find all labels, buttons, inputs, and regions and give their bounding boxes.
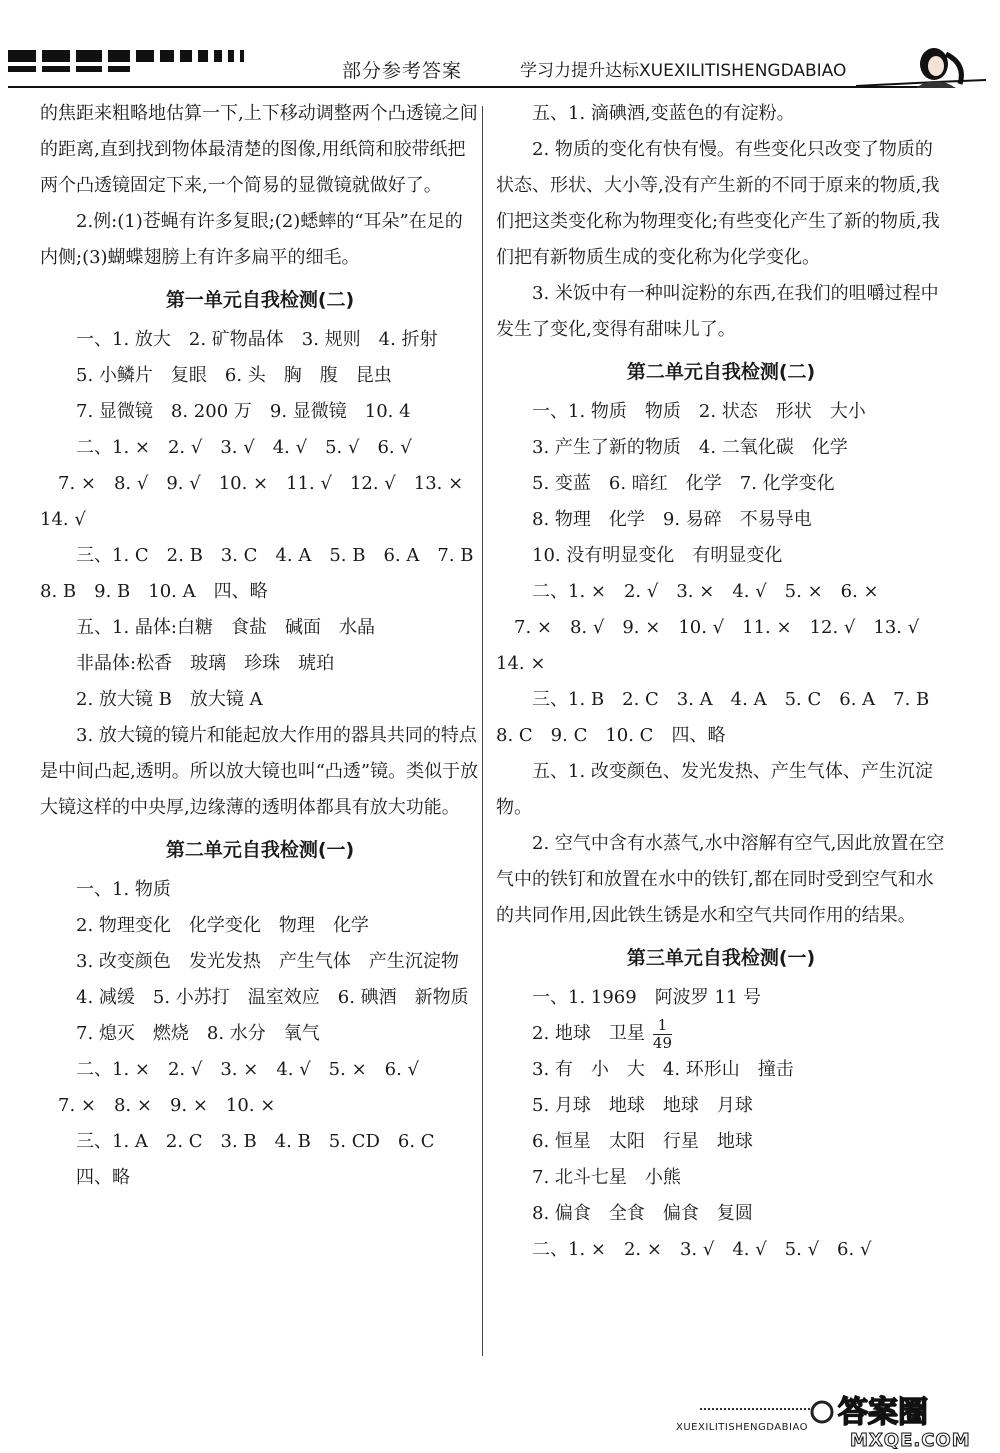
fraction-numerator: 1 [653,1017,672,1035]
answer-line: 6. 恒星 太阳 行星 地球 [532,1131,753,1152]
column-divider [482,106,483,1356]
answer-line: 一、1. 放大 2. 矿物晶体 3. 规则 4. 折射 [76,329,438,350]
answer-line: 一、1. 物质 [76,879,171,900]
header-title: 部分参考答案 [342,60,463,82]
answer-line: 四、略 [76,1167,130,1188]
answer-line: 一、1. 物质 物质 2. 状态 形状 大小 [532,401,866,422]
answer-line: 8. 物理 化学 9. 易碎 不易导电 [532,509,812,530]
answer-line: 3. 产生了新的物质 4. 二氧化碳 化学 [532,437,848,458]
answer-line: 五、1. 滴碘酒,变蓝色的有淀粉。 [532,103,795,124]
header-girl-figure [856,44,986,92]
answer-text: 2. 地球 卫星 [532,1023,645,1044]
watermark-text-cn: 答案圈 [838,1395,928,1430]
answer-line: 7. × 8. √ 9. √ 10. × 11. √ 12. √ 13. × 14. √ [40,473,482,530]
answer-line: 8. 偏食 全食 偏食 复圆 [532,1203,753,1224]
page-header [0,0,1000,92]
answer-line: 一、1. 1969 阿波罗 11 号 [532,987,762,1008]
watermark-text-url: MXQE.COM [850,1430,971,1450]
answer-line: 二、1. × 2. × 3. √ 4. √ 5. √ 6. √ [532,1239,872,1260]
answer-line: 2. 空气中含有水蒸气,水中溶解有空气,因此放置在空气中的铁钉和放置在水中的铁钉,都在同时受到空气和水的共同作用,因此铁生锈是水和空气共同作用的结果。 [496,833,945,926]
answer-line: 3. 有 小 大 4. 环形山 撞击 [532,1059,794,1080]
answer-line: 5. 小鳞片 复眼 6. 头 胸 腹 昆虫 [76,365,392,386]
answer-line: 7. × 8. √ 9. × 10. √ 11. × 12. √ 13. √ 14. × [496,617,938,674]
header-slogan: 学习力提升达标XUEXILITISHENGDABIAO [520,61,847,81]
answer-line: 8. C 9. C 10. C 四、略 [496,725,726,746]
answer-line: 三、1. B 2. C 3. A 4. A 5. C 6. A 7. B [532,689,930,710]
watermark-logo [808,1392,978,1450]
answer-line: 非晶体:松香 玻璃 珍珠 琥珀 [76,653,335,674]
answer-line: 二、1. × 2. √ 3. × 4. √ 5. × 6. √ [76,1059,420,1080]
answer-line: 五、1. 晶体:白糖 食盐 碱面 水晶 [76,617,375,638]
section-heading: 第二单元自我检测(一) [165,839,355,861]
footer-dots [700,1408,810,1410]
fraction-denominator: 49 [652,1033,672,1052]
answer-line: 5. 变蓝 6. 暗红 化学 7. 化学变化 [532,473,835,494]
footer-slogan: XUEXILITISHENGDABIAO [676,1422,808,1433]
answer-line: 4. 减缓 5. 小苏打 温室效应 6. 碘酒 新物质 [76,987,469,1008]
answer-line: 五、1. 改变颜色、发光发热、产生气体、产生沉淀物。 [496,761,933,818]
header-rule [8,86,948,88]
answer-line: 5. 月球 地球 地球 月球 [532,1095,753,1116]
right-answer-column [496,96,946,1268]
section-heading: 第三单元自我检测(一) [626,947,816,969]
answer-line: 10. 没有明显变化 有明显变化 [532,545,783,566]
section-heading: 第二单元自我检测(二) [626,361,816,383]
left-answer-column [40,96,480,1196]
answer-line: 8. B 9. B 10. A 四、略 [40,581,268,602]
answer-line: 二、1. × 2. √ 3. √ 4. √ 5. √ 6. √ [76,437,412,458]
answer-line: 三、1. A 2. C 3. B 4. B 5. CD 6. C [76,1131,435,1152]
section-heading: 第一单元自我检测(二) [165,289,355,311]
answer-line: 2. 物质的变化有快有慢。有些变化只改变了物质的状态、形状、大小等,没有产生新的不同于原来的物质,我们把这类变化称为物理变化;有些变化产生了新的物质,我们把有新物质生成的变化称为化学变化。 [496,139,940,268]
answer-line: 2. 放大镜 B 放大镜 A [76,689,263,710]
answer-line [496,1016,946,1052]
answer-line: 2.例:(1)苍蝇有许多复眼;(2)蟋蟀的“耳朵”在足的内侧;(3)蝴蝶翅膀上有许多扁平的细毛。 [40,211,463,268]
answer-line: 7. 显微镜 8. 200 万 9. 显微镜 10. 4 [76,401,411,422]
answer-line: 7. × 8. × 9. × 10. × [40,1095,276,1116]
fraction [653,1017,672,1052]
answer-line: 3. 米饭中有一种叫淀粉的东西,在我们的咀嚼过程中发生了变化,变得有甜味儿了。 [496,283,939,340]
answer-line: 3. 改变颜色 发光发热 产生气体 产生沉淀物 [76,951,459,972]
answer-line: 3. 放大镜的镜片和能起放大作用的器具共同的特点是中间凸起,透明。所以放大镜也叫“凸透”镜。类似于放大镜这样的中央厚,边缘薄的透明体都具有放大功能。 [40,725,479,818]
answer-line: 2. 物理变化 化学变化 物理 化学 [76,915,369,936]
answer-line: 三、1. C 2. B 3. C 4. A 5. B 6. A 7. B [76,545,474,566]
answer-line: 7. 熄灭 燃烧 8. 水分 氧气 [76,1023,320,1044]
answer-line: 二、1. × 2. √ 3. × 4. √ 5. × 6. × [532,581,879,602]
answer-line: 的焦距来粗略地估算一下,上下移动调整两个凸透镜之间的距离,直到找到物体最清楚的图像,用纸筒和胶带纸把两个凸透镜固定下来,一个简易的显微镜就做好了。 [40,103,478,196]
answer-line: 7. 北斗七星 小熊 [532,1167,681,1188]
